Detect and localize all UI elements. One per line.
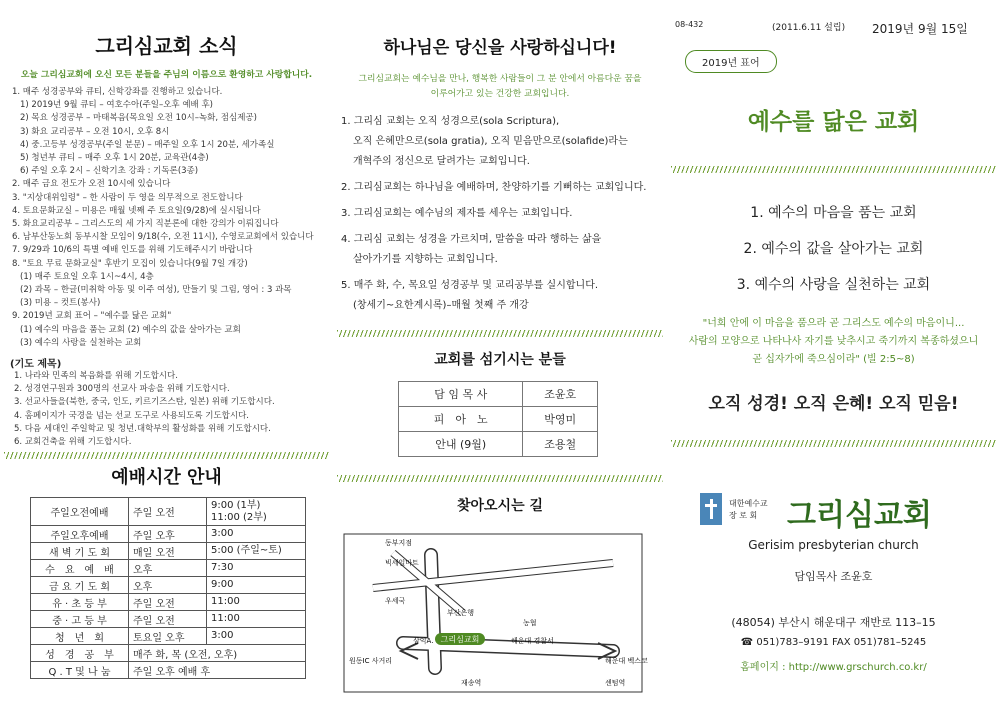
denomination-line-1: 대한예수교 [729, 499, 768, 508]
phone-fax: ☎ 051)783–9191 FAX 051)781–5245 [740, 637, 927, 648]
goal-item: 1. 예수의 마음을 품는 교회 [750, 205, 917, 221]
creed-list [341, 112, 667, 316]
worship-row [31, 628, 306, 645]
worship-time: 3:00 [207, 628, 306, 645]
map-label-jaesong: 재송역 [461, 679, 482, 687]
divider [671, 440, 996, 447]
prayer-title: (기도 제목) [10, 359, 62, 371]
prayer-list [0, 370, 333, 449]
news-item: 2) 목요 성경공부 – 마태복음(목요일 오전 10시–녹화, 점심제공) [20, 113, 257, 124]
issue-code: 08-432 [675, 20, 704, 29]
motto-label: 2019년 표어 [685, 50, 777, 73]
worship-time: 3:00 [207, 526, 306, 543]
worship-day: 주일 오후 [129, 526, 207, 543]
map-label-dongbu: 동부지점 [385, 539, 413, 547]
verse-line-3: 곧 십자가에 죽으심이라" (빌 2:5~8) [752, 354, 915, 365]
creed-line: 개혁주의 정신으로 달려가는 교회입니다. [353, 156, 530, 167]
homepage-link[interactable]: 홈페이지 : http://www.grschurch.co.kr/ [740, 662, 927, 673]
divider [337, 475, 663, 482]
denomination-line-2: 장 로 회 [729, 511, 758, 520]
staff-role: 안내 (9월) [399, 432, 523, 457]
creed-line: 1. 그리심 교회는 오직 성경으로(sola Scriptura), [341, 116, 560, 127]
prayer-item: 2. 성경연구원과 300명의 선교사 파송을 위해 기도합시다. [14, 384, 230, 395]
news-item: 6. 남부산동노회 동부시찰 모임이 9/18(수, 오전 11시), 수영로교회에서 있습니다 [12, 232, 314, 243]
prayer-item: 4. 홈페이지가 국경을 넘는 선교 도구로 사용되도록 기도합시다. [14, 410, 250, 421]
news-item: 1. 매주 성경공부와 큐티, 신학강좌를 진행하고 있습니다. [12, 87, 223, 97]
creed-line: 4. 그리심 교회는 성경을 가르치며, 말씀을 따라 행하는 삶을 [341, 234, 602, 245]
staff-name: 조용철 [523, 432, 598, 457]
staff-row [399, 407, 598, 432]
church-name: 그리심교회 [787, 498, 932, 533]
motto-column [667, 0, 1000, 707]
worship-row [31, 526, 306, 543]
goal-item: 3. 예수의 사랑을 실천하는 교회 [736, 277, 931, 293]
slogan: 오직 성경! 오직 은혜! 오직 믿음! [708, 394, 959, 414]
verse-line-1: "너희 안에 이 마음을 품으라 곧 그리스도 예수의 마음이니... [702, 318, 965, 329]
news-item: 7. 9/29과 10/6의 특별 예배 인도를 위해 기도해주시기 바랍니다 [12, 245, 253, 256]
news-list [0, 86, 333, 350]
staff-title: 교회를 섬기시는 분들 [434, 352, 566, 368]
news-item: 2. 매주 금요 전도가 오전 10시에 있습니다 [12, 179, 171, 190]
map-label-bexco: 해운대 벡스코 [605, 657, 648, 665]
issue-date: 2019년 9월 15일 [872, 22, 968, 36]
worship-row [31, 543, 306, 560]
worship-day: 오후 [129, 577, 207, 594]
creed-line: 5. 매주 화, 수, 목요일 성경공부 및 교리공부를 실시합니다. [341, 280, 599, 291]
worship-time: 5:00 (주일~토) [207, 543, 306, 560]
divider [671, 166, 996, 173]
creed-item [341, 112, 667, 172]
intro-line-2: 이루어가고 있는 건강한 교회입니다. [430, 89, 570, 99]
worship-table [30, 497, 306, 679]
bible-verse [667, 315, 1000, 369]
news-item: 5. 화요교리공부 – 그리스도의 세 가지 직분론에 대한 강의가 이뤄집니다 [12, 219, 279, 230]
news-item: (3) 예수의 사랑을 실천하는 교회 [20, 337, 142, 348]
map-label-samik: 삼익A. [413, 637, 434, 645]
creed-item [341, 276, 667, 316]
divider [337, 330, 663, 337]
church-logo-icon [700, 493, 722, 525]
pastor-name: 담임목사 조윤호 [794, 570, 873, 583]
worship-name: 수 요 예 배 [31, 560, 129, 577]
news-item: (2) 과목 – 한글(미취학 아동 및 이주 여성), 만들기 및 그림, 영어 : 3 과목 [20, 285, 292, 296]
denomination [729, 498, 768, 522]
news-item: (1) 예수의 마음을 품는 교회 (2) 예수의 값을 살아가는 교회 [20, 324, 241, 335]
love-title: 하나님은 당신을 사랑하십니다! [383, 38, 617, 58]
creed-line: 2. 그리심교회는 하나님을 예배하며, 찬양하기를 기뻐하는 교회입니다. [341, 182, 647, 193]
news-item: 3) 화요 교리공부 – 오전 10시, 오후 8시 [20, 126, 170, 137]
worship-day: 주일 오전 [129, 498, 207, 526]
news-item: 9. 2019년 교회 표어 – "예수를 닮은 교회" [12, 311, 172, 322]
issue-header [667, 20, 1000, 34]
news-item: 4) 중.고등부 성경공부(주일 분문) – 매주일 오후 1시 20분, 세가족실 [20, 139, 275, 150]
motto: 예수를 닮은 교회 [747, 109, 920, 135]
news-item: 1) 2019년 9월 큐티 – 여호수아(주일–오후 예배 후) [20, 100, 213, 111]
worship-row [31, 594, 306, 611]
goal-list [667, 195, 1000, 303]
divider [4, 452, 329, 459]
map-label-haeundae-police: 해운대 경찰서 [511, 637, 554, 645]
location-map [343, 533, 648, 693]
worship-name: 성 경 공 부 [31, 645, 129, 662]
news-column [0, 0, 333, 707]
worship-name: 주일오전예배 [31, 498, 129, 526]
news-item: (3) 미용 – 컷트(봉사) [20, 298, 101, 309]
founded-date: (2011.6.11 설립) [772, 23, 846, 33]
worship-row [31, 611, 306, 628]
worship-day: 토요일 오후 [129, 628, 207, 645]
creed-line: 3. 그리심교회는 예수님의 제자를 세우는 교회입니다. [341, 208, 573, 219]
staff-table [398, 381, 598, 457]
staff-row [399, 432, 598, 457]
intro-text [333, 72, 667, 102]
map-label-busan: 부산은행 [447, 609, 475, 617]
map-label-bixel: 빅세일마트 [385, 559, 419, 567]
news-item: 6) 주일 오후 2시 – 신학기초 강좌 : 기독론(3종) [20, 166, 199, 177]
news-item: 4. 토요문화교실 – 미용은 매월 넷째 주 토요일(9/28)에 실시됩니다 [12, 205, 261, 216]
prayer-item: 6. 교회건축을 위해 기도합시다. [14, 437, 132, 448]
map-label-centum: 센텀역 [605, 679, 626, 687]
staff-name: 조윤호 [523, 382, 598, 407]
map-title: 찾아오시는 길 [456, 498, 544, 514]
staff-role: 피 아 노 [399, 407, 523, 432]
news-item: 8. "토요 무료 문화교실" 후반기 모집이 있습니다(9월 7일 개강) [12, 258, 248, 269]
map-frame [344, 534, 642, 692]
worship-name: 유 · 초 등 부 [31, 594, 129, 611]
worship-time: 9:00 [207, 577, 306, 594]
creed-line: 오직 은혜만으로(sola gratia), 오직 믿음만으로(solafide)라는 [353, 136, 628, 147]
worship-day: 오후 [129, 560, 207, 577]
worship-time: 7:30 [207, 560, 306, 577]
news-item: (1) 매주 토요일 오후 1시~4시, 4층 [20, 271, 154, 282]
news-item: 5) 청년부 큐티 – 매주 오후 1시 20분, 교육관(4층) [20, 153, 209, 164]
worship-day: 주일 오전 [129, 611, 207, 628]
staff-row [399, 382, 598, 407]
map-label-wondong: 원동IC 사거리 [349, 657, 392, 665]
prayer-item: 3. 선교사들을(북한, 중국, 인도, 키르기즈스탄, 일본) 위해 기도합시다. [14, 397, 275, 408]
address: (48054) 부산시 해운대구 재반로 113–15 [731, 616, 936, 629]
news-title: 그리심교회 소식 [95, 34, 238, 58]
verse-line-2: 사람의 모양으로 나타나사 자기를 낮추시고 죽기까지 복종하셨으니 [688, 336, 979, 347]
worship-title: 예배시간 안내 [111, 467, 222, 489]
prayer-item: 5. 다음 세대인 주일학교 및 청년.대학부의 활성화를 위해 기도합시다. [14, 423, 271, 434]
worship-day: 주일 오전 [129, 594, 207, 611]
creed-item [341, 230, 667, 270]
creed-line: 살아가기를 지향하는 교회입니다. [353, 254, 498, 265]
map-label-church: 그리심교회 [440, 635, 480, 644]
worship-row [31, 498, 306, 526]
worship-row [31, 577, 306, 594]
worship-time: 11:00 [207, 611, 306, 628]
intro-column [333, 0, 667, 707]
staff-role: 담 임 목 사 [399, 382, 523, 407]
worship-day: 매일 오전 [129, 543, 207, 560]
worship-day: 주일 오후 예배 후 [129, 662, 306, 679]
worship-day: 매주 화, 목 (오전, 오후) [129, 645, 306, 662]
worship-name: 중 · 고 등 부 [31, 611, 129, 628]
church-name-en: Gerisim presbyterian church [748, 538, 919, 552]
prayer-item: 1. 나라와 민족의 복음화를 위해 기도합시다. [14, 371, 178, 382]
creed-item [341, 204, 667, 224]
worship-row [31, 662, 306, 679]
welcome-text: 오늘 그리심교회에 오신 모든 분들을 주님의 이름으로 환영하고 사랑합니다. [20, 70, 313, 80]
worship-name: 새 벽 기 도 회 [31, 543, 129, 560]
intro-line-1: 그리심교회는 예수님을 만나, 행복한 사람들이 그 분 안에서 아름다운 꿈을 [358, 74, 642, 84]
creed-line: (창세기~요한계시록)–매월 첫째 주 개강 [353, 300, 529, 311]
worship-row [31, 560, 306, 577]
news-item: 3. "지상대위임령" – 한 사람이 두 영을 의무적으로 전도합니다 [12, 192, 243, 203]
creed-item [341, 178, 667, 198]
map-label-woose: 우세국 [385, 597, 406, 605]
goal-item: 2. 예수의 값을 살아가는 교회 [743, 241, 924, 257]
worship-row [31, 645, 306, 662]
worship-name: Q . T 및 나 눔 [31, 662, 129, 679]
worship-time: 11:00 [207, 594, 306, 611]
worship-name: 청 년 회 [31, 628, 129, 645]
worship-time: 9:00 (1부) 11:00 (2부) [207, 498, 306, 526]
map-label-nonghyup: 농협 [523, 619, 537, 627]
worship-name: 금 요 기 도 회 [31, 577, 129, 594]
worship-name: 주일오후예배 [31, 526, 129, 543]
staff-name: 박영미 [523, 407, 598, 432]
